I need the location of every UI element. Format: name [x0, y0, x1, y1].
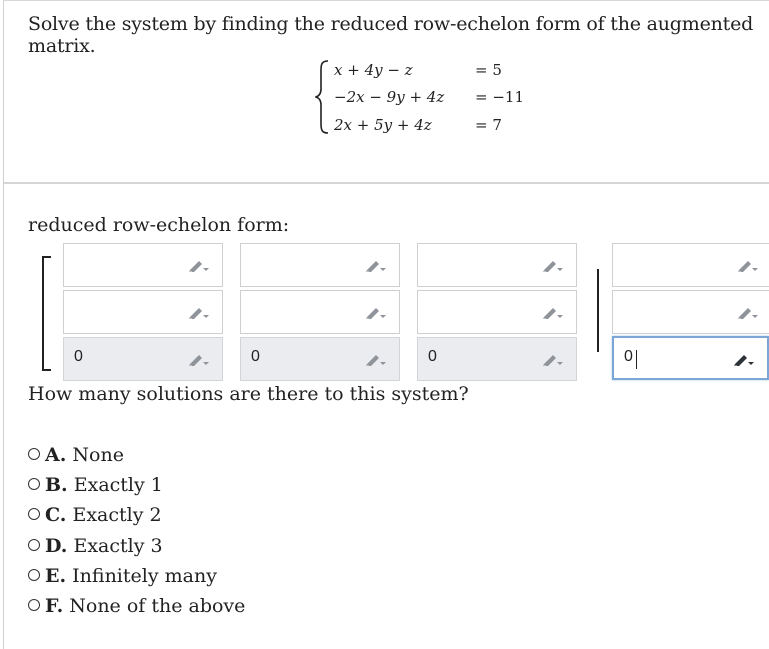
option-a[interactable] — [28, 444, 124, 466]
option-text: None — [72, 444, 124, 466]
pencil-icon[interactable] — [188, 258, 210, 272]
option-d[interactable] — [28, 535, 163, 557]
section-divider — [4, 182, 769, 184]
radio-icon[interactable] — [28, 448, 40, 460]
matrix-cell-r1c3[interactable] — [417, 243, 577, 287]
radio-icon[interactable] — [28, 599, 40, 611]
rref-label: reduced row-echelon form: — [28, 214, 290, 236]
pencil-icon[interactable] — [733, 352, 755, 366]
frame-top-border — [3, 0, 769, 1]
cell-value: 0 — [74, 348, 83, 365]
augment-divider — [597, 269, 599, 352]
pencil-icon[interactable] — [188, 352, 210, 366]
matrix-cell-r1c2[interactable] — [240, 243, 400, 287]
option-text: Exactly 1 — [73, 474, 163, 496]
radio-icon[interactable] — [28, 478, 40, 490]
radio-icon[interactable] — [28, 508, 40, 520]
text-caret — [636, 350, 637, 369]
matrix-cell-r3c2[interactable] — [240, 337, 400, 381]
equation-system — [315, 59, 555, 139]
equation-3-rhs: = 7 — [475, 116, 502, 134]
radio-icon[interactable] — [28, 539, 40, 551]
option-b[interactable] — [28, 474, 163, 496]
pencil-icon[interactable] — [188, 305, 210, 319]
pencil-icon[interactable] — [737, 258, 759, 272]
equation-3-lhs: 2x + 5y + 4z — [334, 116, 432, 134]
pencil-icon[interactable] — [365, 258, 387, 272]
question-text: Solve the system by finding the reduced row-echelon form of the augmented matrix. — [28, 13, 754, 57]
equation-2-rhs: = −11 — [475, 88, 524, 106]
matrix-cell-r2c3[interactable] — [417, 290, 577, 334]
equation-1-lhs: x + 4y − z — [334, 61, 413, 79]
pencil-icon[interactable] — [365, 352, 387, 366]
pencil-icon[interactable] — [542, 352, 564, 366]
matrix-cell-r3c4[interactable] — [612, 336, 769, 380]
option-letter: B. — [45, 474, 68, 496]
equation-2-lhs: −2x − 9y + 4z — [334, 88, 445, 106]
solutions-question: How many solutions are there to this system? — [28, 383, 469, 405]
option-letter: D. — [45, 535, 68, 557]
left-brace-icon — [315, 59, 331, 135]
matrix-left-bracket — [42, 256, 51, 371]
matrix-cell-r2c1[interactable] — [63, 290, 223, 334]
pencil-icon[interactable] — [542, 258, 564, 272]
matrix-cell-r1c1[interactable] — [63, 243, 223, 287]
option-text: None of the above — [69, 595, 246, 617]
matrix-cell-r2c4[interactable] — [612, 290, 769, 334]
pencil-icon[interactable] — [542, 305, 564, 319]
cell-value: 0 — [624, 348, 633, 365]
option-letter: F. — [45, 595, 64, 617]
matrix-cell-r3c1[interactable] — [63, 337, 223, 381]
option-letter: E. — [45, 565, 67, 587]
equation-1-rhs: = 5 — [475, 61, 502, 79]
option-text: Exactly 2 — [72, 504, 162, 526]
matrix-cell-r2c2[interactable] — [240, 290, 400, 334]
option-e[interactable] — [28, 565, 217, 587]
matrix-cell-r1c4[interactable] — [612, 243, 769, 287]
option-c[interactable] — [28, 504, 162, 526]
matrix-cell-r3c3[interactable] — [417, 337, 577, 381]
cell-value: 0 — [251, 348, 260, 365]
pencil-icon[interactable] — [365, 305, 387, 319]
option-f[interactable] — [28, 595, 245, 617]
cell-value: 0 — [428, 348, 437, 365]
frame-left-border — [3, 0, 4, 649]
option-letter: C. — [45, 504, 67, 526]
option-letter: A. — [45, 444, 67, 466]
option-text: Exactly 3 — [73, 535, 163, 557]
pencil-icon[interactable] — [737, 305, 759, 319]
radio-icon[interactable] — [28, 569, 40, 581]
option-text: Infinitely many — [72, 565, 217, 587]
